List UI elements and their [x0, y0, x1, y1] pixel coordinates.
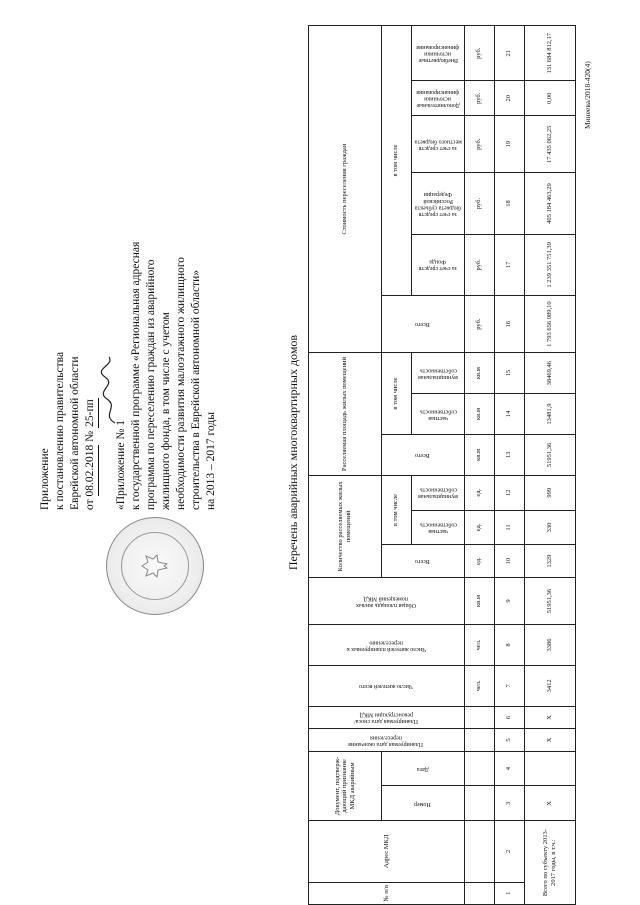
annex-line-2: к постановлению правительства [54, 351, 66, 510]
cell-cost-extrabudget: 131 684 812,17 [524, 26, 575, 81]
cell-count-total: 1329 [524, 545, 575, 578]
houses-table [308, 25, 576, 905]
column-number: 15 [494, 353, 524, 394]
column-number: 16 [494, 295, 524, 352]
annex-line-5: «Приложение № 1 [115, 420, 127, 510]
column-number: 3 [494, 786, 524, 821]
col-doc-header: Документ, подтверж-дающий признание МКД аварийным [309, 751, 382, 820]
column-number: 1 [494, 882, 524, 904]
col-count-total-header: Всего [381, 545, 464, 578]
column-number: 18 [494, 173, 524, 234]
col-count-private-header: частная собственность [411, 510, 464, 545]
col-cost-federal-header: за счет средств бюджета субъекта Российской Федерации [411, 173, 464, 234]
header-row-1 [309, 26, 382, 905]
col-plan-end-header: Планируемая дата окончания переселения [309, 729, 465, 751]
cell-doc-number: Х [524, 786, 575, 821]
document-heading: Перечень аварийных многоквартирных домов [286, 334, 300, 571]
cell-plan-demol: Х [524, 706, 575, 728]
cell-area-municipal: 38469,46 [524, 353, 575, 394]
col-cost-header: Стоимость переселения граждан [309, 26, 382, 353]
col-residents-header: Число жителей всего [309, 665, 465, 706]
column-number: 19 [494, 116, 524, 173]
cell-cost-fund: 1 239 351 751,39 [524, 234, 575, 295]
unit-cell: руб. [464, 26, 494, 81]
annex-line-11: на 2013 – 2017 годы [205, 412, 217, 510]
unit-cell: руб. [464, 81, 494, 116]
col-cost-local-header: за счет средств местного бюджета [411, 116, 464, 173]
unit-cell: кв.м [464, 578, 494, 625]
col-doc-date-header: Дата [381, 751, 464, 786]
unit-cell: руб. [464, 234, 494, 295]
column-number-row [494, 26, 524, 905]
column-number: 4 [494, 751, 524, 786]
col-area-incl-header: в том числе [381, 353, 411, 435]
row-label: Всего по субъекту 2013-2017 годы, в т.ч.: [524, 821, 575, 905]
col-area-total-header: Всего [381, 434, 464, 475]
col-doc-number-header: Номер [381, 786, 464, 821]
col-cost-extra-header: Дополнительные источники финансирования [411, 81, 464, 116]
cell-residents: 3412 [524, 665, 575, 706]
unit-cell: кв.м [464, 434, 494, 475]
column-number: 21 [494, 26, 524, 81]
unit-cell: чел. [464, 625, 494, 666]
col-cost-total-header: Всего [381, 295, 464, 352]
units-row [464, 26, 494, 905]
col-address-header: Адрес МКД [309, 821, 465, 882]
annex-date-prefix: от [84, 499, 96, 510]
cell-area: 51951,36 [524, 578, 575, 625]
col-cost-fund-header: за счет средств Фонда [411, 234, 464, 295]
col-count-municipal-header: муниципальная собственность [411, 475, 464, 510]
annex-line-4 [83, 40, 99, 510]
annex-line-8: жилищного фонда, в том числе с учетом [160, 312, 172, 510]
col-count-incl-header: в том числе [381, 475, 411, 544]
col-residents-plan-header: Число жителей планируемых к переселению [309, 625, 465, 666]
houses-table-wrap [308, 25, 576, 905]
unit-cell: кв.м [464, 353, 494, 394]
annex-line-7: программа по переселению граждан из аварийного [145, 259, 157, 510]
col-cost-incl-header: в том числе [381, 26, 411, 296]
unit-cell: руб. [464, 116, 494, 173]
cell-area-total: 51951,36 [524, 434, 575, 475]
annex-number: 25-пп [83, 398, 99, 428]
column-number: 8 [494, 625, 524, 666]
footer-right: Минеева/2018-420(4) [583, 61, 592, 129]
header-row-2 [381, 26, 411, 905]
annex-line-10: строительства в Еврейской автономной области» [190, 269, 202, 510]
column-number: 6 [494, 706, 524, 728]
unit-cell: ед. [464, 545, 494, 578]
cell-cost-federal: 405 184 463,29 [524, 173, 575, 234]
official-seal-stamp [106, 517, 204, 615]
column-number: 11 [494, 510, 524, 545]
col-area-private-header: частная собственность [411, 394, 464, 435]
cell-cost-total: 1 793 656 089,10 [524, 295, 575, 352]
cell-count-municipal: 999 [524, 475, 575, 510]
unit-cell: руб. [464, 295, 494, 352]
col-cost-extrabudget-header: Внебюджетные источники финансирования [411, 26, 464, 81]
cell-residents-plan: 3386 [524, 625, 575, 666]
column-number: 17 [494, 234, 524, 295]
col-plan-demol-header: Планируемая дата сноса/ реконструкции МКД [309, 706, 465, 728]
col-area-header: Общая площадь жилых помещений МКД [309, 578, 465, 625]
column-number: 9 [494, 578, 524, 625]
annex-date: 08.02.2018 [83, 445, 99, 497]
annex-line-6: к государственной программе «Региональная адресная [130, 241, 142, 510]
column-number: 20 [494, 81, 524, 116]
column-number: 10 [494, 545, 524, 578]
column-number: 7 [494, 665, 524, 706]
cell-cost-extra: 0,00 [524, 81, 575, 116]
column-number: 13 [494, 434, 524, 475]
unit-cell: кв.м [464, 394, 494, 435]
col-area-municipal-header: муниципальная собственность [411, 353, 464, 394]
column-number: 14 [494, 394, 524, 435]
annex-line-3: Еврейской автономной области [69, 356, 81, 510]
column-number: 12 [494, 475, 524, 510]
annex-line-1: Приложение [39, 448, 51, 510]
cell-area-private: 13481,9 [524, 394, 575, 435]
annex-number-prefix: № [84, 430, 96, 442]
column-number: 2 [494, 821, 524, 882]
cell-cost-local: 17 435 062,25 [524, 116, 575, 173]
unit-cell: ед. [464, 510, 494, 545]
cell-count-private: 330 [524, 510, 575, 545]
emblem-icon [140, 552, 170, 580]
col-count-header: Количество расселяемых жилых помещений [309, 475, 382, 577]
annex-block [38, 40, 219, 510]
unit-cell: чел. [464, 665, 494, 706]
unit-cell: руб. [464, 173, 494, 234]
col-num-header: № п/п [309, 882, 465, 904]
annex-line-9: необходимости развития малоэтажного жилищного [175, 256, 187, 510]
col-area-resettled-header: Расселяемая площадь жилых помещений [309, 353, 382, 476]
column-number: 5 [494, 729, 524, 751]
signature-mark [99, 355, 121, 425]
table-row [524, 26, 575, 905]
cell-doc-date [524, 751, 575, 786]
cell-plan-end: Х [524, 729, 575, 751]
unit-cell: ед. [464, 475, 494, 510]
